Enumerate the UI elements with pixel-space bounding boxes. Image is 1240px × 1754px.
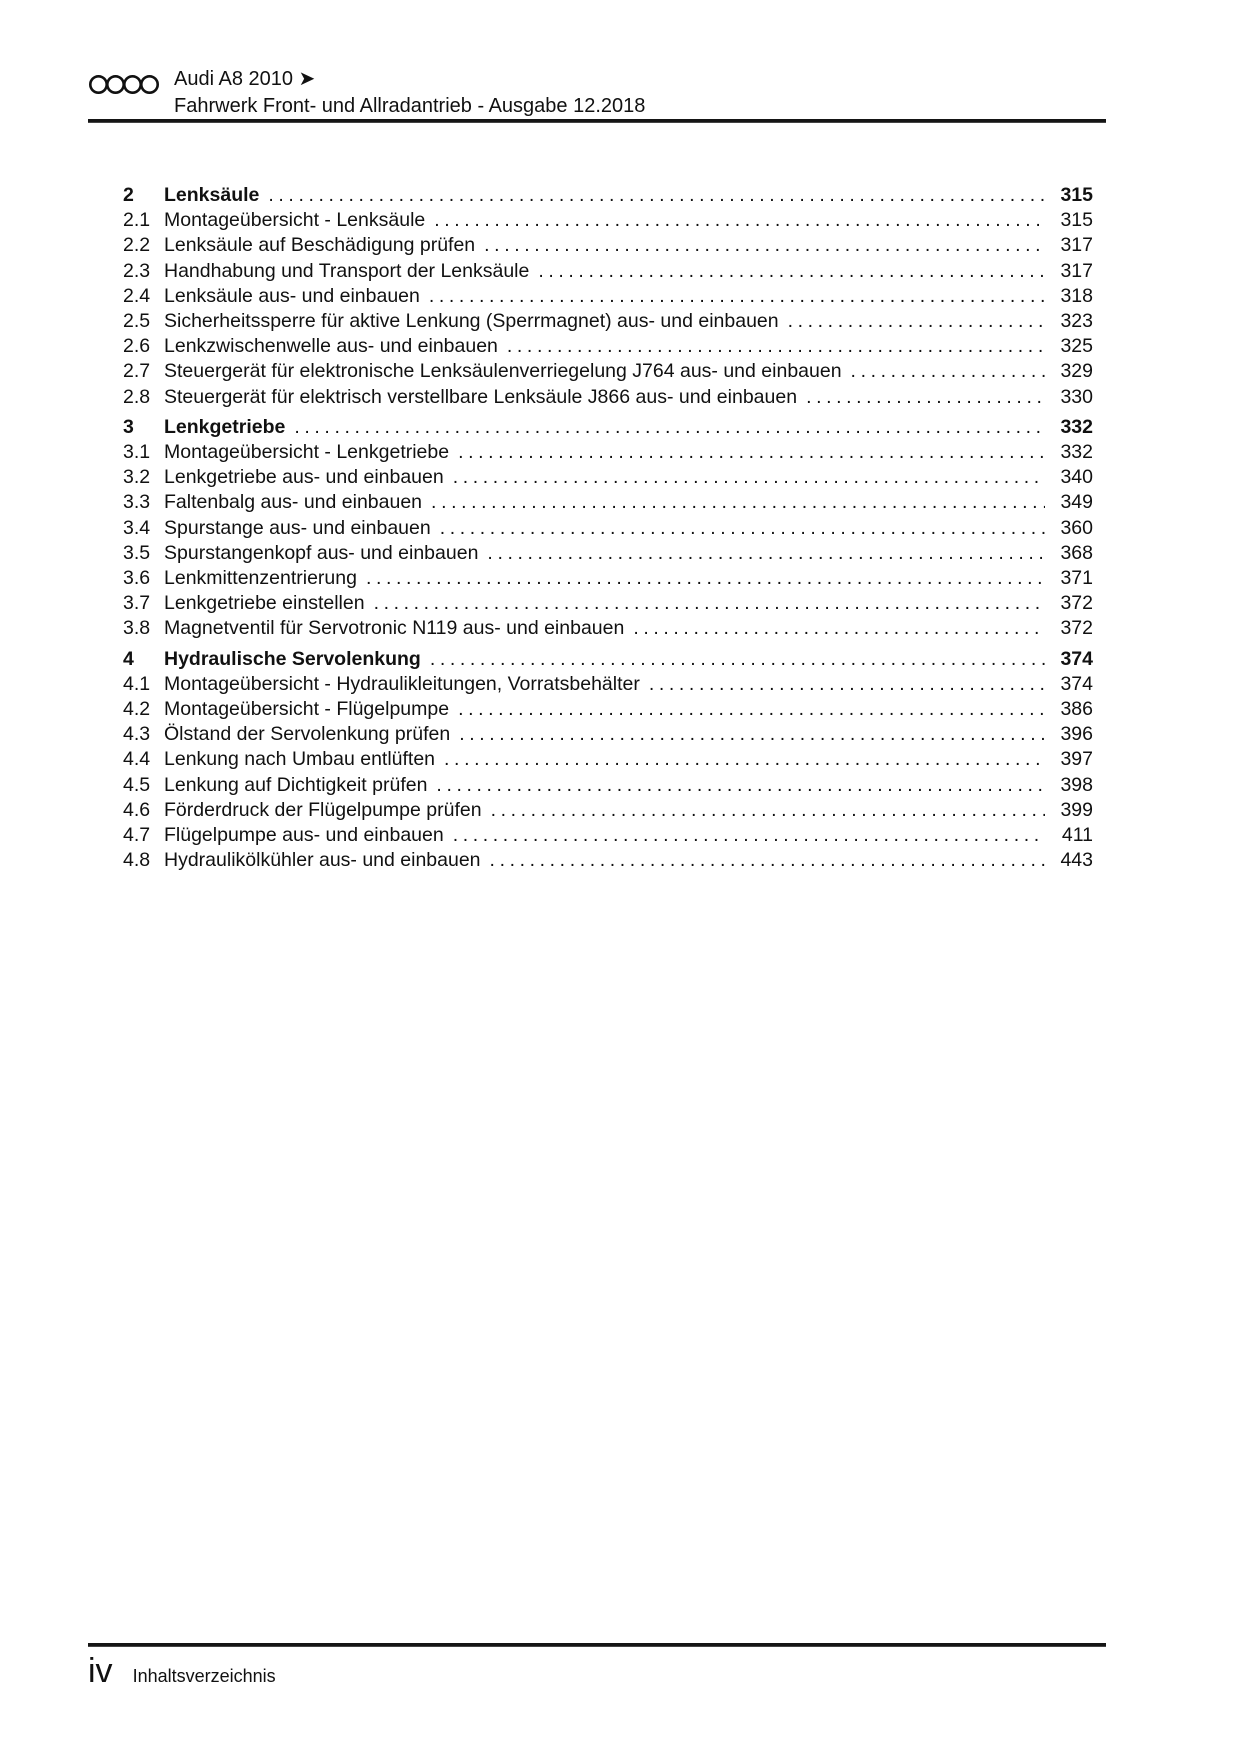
toc-entry-number: 4.2	[123, 698, 151, 721]
dot-leader	[429, 284, 1045, 309]
footer-page-number: iv	[88, 1652, 113, 1690]
footer-section-label: Inhaltsverzeichnis	[132, 1666, 276, 1686]
toc-entry-page: 368	[1060, 541, 1093, 564]
toc-entry-page: 443	[1060, 849, 1093, 872]
dot-leader	[374, 591, 1045, 616]
toc-entry-page: 329	[1060, 360, 1093, 383]
header-subtitle-line: Fahrwerk Front- und Allradantrieb - Ausgabe 12.2018	[174, 95, 646, 117]
toc-entry	[123, 309, 1093, 334]
toc-entry	[123, 385, 1093, 410]
dot-leader	[366, 566, 1045, 591]
toc-entry	[123, 541, 1093, 566]
toc-entry-page: 399	[1060, 798, 1093, 821]
toc-entry	[123, 359, 1093, 384]
toc-entry-title: Lenkung auf Dichtigkeit prüfen	[164, 773, 428, 796]
toc-entry-title: Handhabung und Transport der Lenksäule	[164, 259, 530, 282]
dot-leader	[487, 541, 1045, 566]
toc-entry-title: Magnetventil für Servotronic N119 aus- und einbauen	[164, 617, 625, 640]
toc-entry-page: 374	[1060, 672, 1093, 695]
dot-leader	[430, 647, 1045, 672]
toc-entry-number: 3	[123, 415, 134, 438]
toc-entry-number: 2.5	[123, 310, 151, 333]
toc-entry	[123, 415, 1093, 440]
toc-entry	[123, 259, 1093, 284]
toc-entry	[123, 647, 1093, 672]
dot-leader	[431, 490, 1045, 515]
toc-entry	[123, 284, 1093, 309]
toc-entry-page: 332	[1060, 441, 1093, 464]
toc-entry	[123, 722, 1093, 747]
toc-entry-page: 323	[1060, 310, 1093, 333]
toc-entry	[123, 672, 1093, 697]
footer-text-block	[88, 1652, 276, 1690]
dot-leader	[484, 233, 1045, 258]
dot-leader	[453, 823, 1045, 848]
toc-entry-number: 4.8	[123, 849, 151, 872]
toc-entry-number: 2.3	[123, 259, 151, 282]
toc-entry-page: 374	[1060, 647, 1093, 670]
toc-entry-page: 315	[1060, 184, 1093, 206]
toc-entry-page: 398	[1060, 773, 1093, 796]
toc-entry-title: Montageübersicht - Lenksäule	[164, 209, 426, 232]
toc-entry-number: 4	[123, 647, 134, 670]
toc-entry-title: Förderdruck der Flügelpumpe prüfen	[164, 798, 482, 821]
dot-leader	[788, 309, 1045, 334]
toc-entry-page: 349	[1060, 491, 1093, 514]
toc-entry-page: 330	[1060, 385, 1093, 408]
toc-entry	[123, 208, 1093, 233]
toc-entry-title: Flügelpumpe aus- und einbauen	[164, 824, 444, 847]
toc-entry-number: 2.6	[123, 335, 151, 358]
dot-leader	[294, 415, 1045, 440]
dot-leader	[538, 259, 1045, 284]
toc-entry-title: Lenkgetriebe	[164, 415, 286, 438]
dot-leader	[507, 334, 1045, 359]
toc-entry-number: 3.3	[123, 491, 151, 514]
toc-entry	[123, 183, 1093, 208]
toc-entry-page: 332	[1060, 415, 1093, 438]
toc-entry-title: Montageübersicht - Hydraulikleitungen, Vorratsbehälter	[164, 672, 640, 695]
toc-entry	[123, 440, 1093, 465]
toc-entry-page: 317	[1060, 259, 1093, 282]
dot-leader	[440, 516, 1045, 541]
toc-entry-page: 411	[1061, 824, 1093, 847]
toc-entry-title: Lenkgetriebe einstellen	[164, 592, 365, 615]
toc-entry-number: 4.3	[123, 723, 151, 746]
toc-entry-number: 3.1	[123, 441, 151, 464]
toc-entry-title: Lenksäule aus- und einbauen	[164, 284, 420, 307]
toc-entry-page: 372	[1060, 592, 1093, 615]
toc-entry	[123, 566, 1093, 591]
toc-entry-page: 372	[1060, 617, 1093, 640]
toc-entry-page: 317	[1060, 234, 1093, 257]
toc-entry-number: 3.2	[123, 466, 151, 489]
toc-entry	[123, 697, 1093, 722]
toc-entry-title: Lenkzwischenwelle aus- und einbauen	[164, 335, 498, 358]
toc-entry	[123, 516, 1093, 541]
toc-entry-title: Montageübersicht - Lenkgetriebe	[164, 441, 450, 464]
toc-entry	[123, 798, 1093, 823]
dot-leader	[491, 798, 1045, 823]
toc-entry-title: Montageübersicht - Flügelpumpe	[164, 698, 450, 721]
toc-entry-number: 4.5	[123, 773, 151, 796]
toc-entry-number: 3.5	[123, 541, 151, 564]
toc-entry-number: 2.2	[123, 234, 151, 257]
toc-entry-title: Faltenbalg aus- und einbauen	[164, 491, 423, 514]
dot-leader	[458, 440, 1045, 465]
toc-entry-number: 4.7	[123, 824, 151, 847]
toc-entry-title: Hydraulikölkühler aus- und einbauen	[164, 849, 481, 872]
dot-leader	[434, 208, 1045, 233]
dot-leader	[458, 697, 1045, 722]
toc-entry-number: 3.4	[123, 516, 151, 539]
dot-leader	[459, 722, 1045, 747]
toc-entry-number: 4.6	[123, 798, 151, 821]
toc-entry-number: 3.6	[123, 567, 151, 590]
toc-entry-title: Steuergerät für elektronische Lenksäulenverriegelung J764 aus- und einbauen	[164, 360, 842, 383]
dot-leader	[436, 773, 1045, 798]
toc-entry	[123, 233, 1093, 258]
dot-leader	[649, 672, 1045, 697]
toc-entry-number: 2	[123, 184, 134, 206]
dot-leader	[490, 848, 1045, 873]
footer-rule	[88, 1643, 1106, 1647]
toc-entry	[123, 616, 1093, 641]
toc-entry-page: 397	[1060, 748, 1093, 771]
toc-entry	[123, 823, 1093, 848]
dot-leader	[444, 747, 1045, 772]
header-text-block	[174, 66, 645, 120]
toc-entry	[123, 773, 1093, 798]
toc-entry-title: Spurstange aus- und einbauen	[164, 516, 431, 539]
audi-rings-icon	[89, 71, 159, 98]
toc-entry	[123, 465, 1093, 490]
toc-entry-page: 386	[1060, 698, 1093, 721]
dot-leader	[453, 465, 1045, 490]
dot-leader	[633, 616, 1045, 641]
toc-entry-number: 3.7	[123, 592, 151, 615]
dot-leader	[851, 359, 1045, 384]
toc-entry-title: Lenkgetriebe aus- und einbauen	[164, 466, 444, 489]
toc-entry-title: Lenkung nach Umbau entlüften	[164, 748, 436, 771]
toc-entry	[123, 848, 1093, 873]
toc-entry-title: Sicherheitssperre für aktive Lenkung (Sperrmagnet) aus- und einbauen	[164, 310, 779, 333]
toc-entry-title: Lenksäule auf Beschädigung prüfen	[164, 234, 476, 257]
toc-entry-title: Steuergerät für elektrisch verstellbare Lenksäule J866 aus- und einbauen	[164, 385, 798, 408]
toc-entry-page: 371	[1060, 567, 1093, 590]
toc-entry-number: 4.4	[123, 748, 151, 771]
toc-entry-title: Hydraulische Servolenkung	[164, 647, 421, 670]
toc-entry-number: 2.1	[123, 209, 151, 232]
toc-entry-title: Lenkmittenzentrierung	[164, 567, 357, 590]
toc-entry-number: 3.8	[123, 617, 151, 640]
header-model-line: Audi A8 2010 ➤	[174, 68, 316, 90]
toc-entry-number: 2.8	[123, 385, 151, 408]
toc-entry	[123, 747, 1093, 772]
toc-entry-page: 318	[1060, 284, 1093, 307]
toc-entry-title: Spurstangenkopf aus- und einbauen	[164, 541, 479, 564]
toc-entry-page: 396	[1060, 723, 1093, 746]
toc-entry-number: 2.7	[123, 360, 151, 383]
toc-entry-title: Ölstand der Servolenkung prüfen	[164, 723, 451, 746]
toc-entry-page: 325	[1060, 335, 1093, 358]
toc-entry	[123, 334, 1093, 359]
toc-entry-number: 4.1	[123, 672, 151, 695]
toc-entry-page: 360	[1060, 516, 1093, 539]
toc-entry	[123, 591, 1093, 616]
dot-leader	[806, 385, 1045, 410]
toc-entry-page: 340	[1060, 466, 1093, 489]
toc-entry	[123, 490, 1093, 515]
toc-entry-number: 2.4	[123, 284, 151, 307]
toc-entry-title: Lenksäule	[164, 184, 260, 206]
header-rule	[88, 119, 1106, 123]
toc-entry-page: 315	[1060, 209, 1093, 232]
table-of-contents	[123, 178, 1093, 873]
dot-leader	[268, 183, 1045, 208]
